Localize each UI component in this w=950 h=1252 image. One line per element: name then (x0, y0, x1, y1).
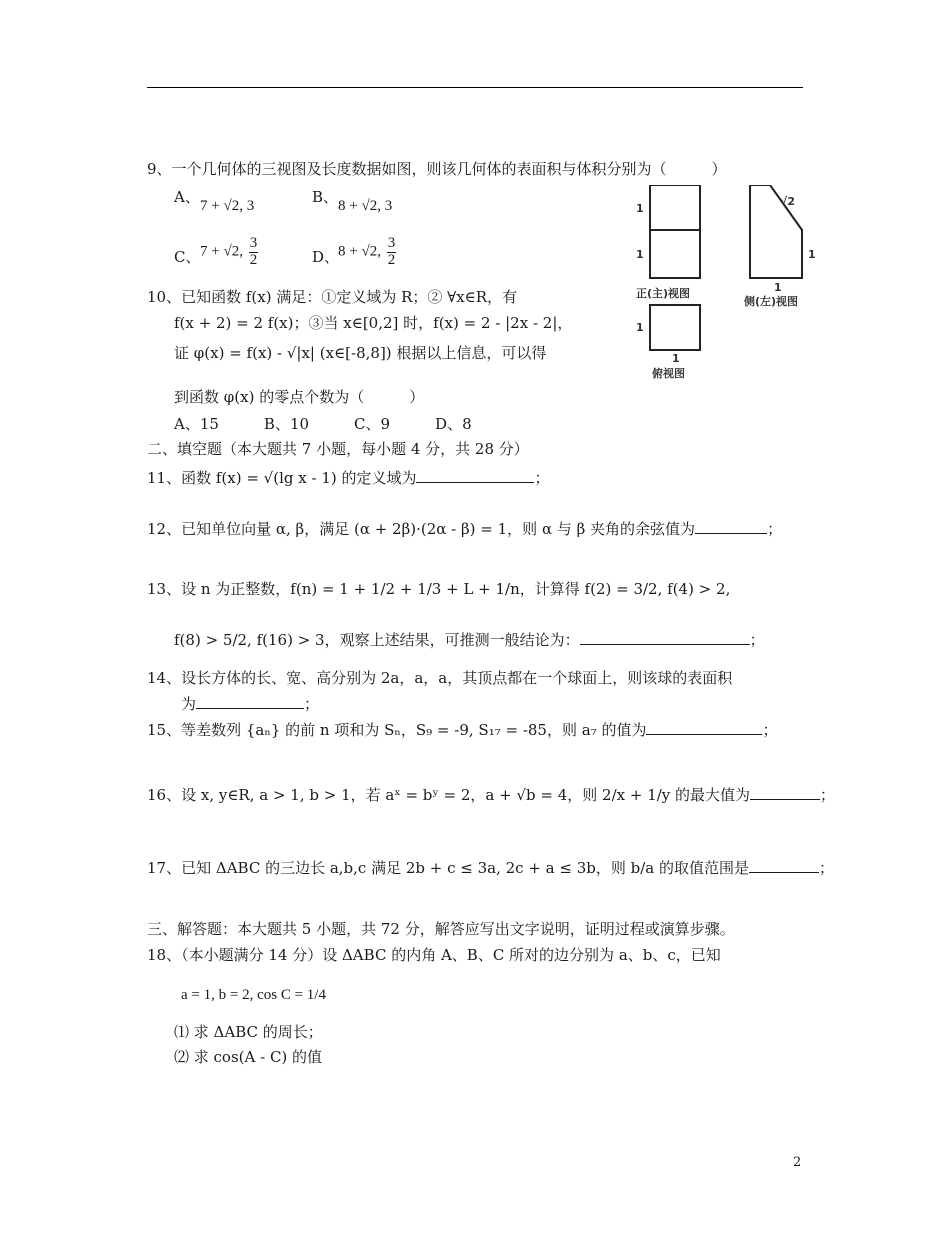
q9-option-c-label: C、 (174, 248, 201, 266)
side-view-dim-bottom: 1 (774, 281, 782, 294)
q14-end: ； (304, 695, 320, 713)
q14-line1: 14、设长方体的长、宽、高分别为 2a，a，a，其顶点都在一个球面上，则该球的表面积 (147, 669, 733, 687)
frac-den: 2 (387, 251, 396, 268)
header-rule (147, 87, 803, 88)
q16-end: ； (820, 786, 836, 804)
side-view-dim-sqrt2: √2 (780, 195, 795, 208)
q12-text: 12、已知单位向量 α, β，满足 (α + 2β)·(2α - β) = 1，则 α 与 β 夹角的余弦值为 (147, 520, 696, 538)
section3-heading: 三、解答题：本大题共 5 小题，共 72 分，解答应写出文字说明，证明过程或演算步骤。 (147, 920, 735, 938)
q12 (147, 518, 782, 539)
q17 (147, 857, 834, 878)
q16-answer-blank[interactable] (750, 785, 820, 800)
q9-option-b-label: B、 (312, 188, 339, 206)
q9-option-c-fraction (249, 236, 259, 269)
q14-line2 (181, 693, 319, 714)
q15 (147, 719, 778, 740)
page-number: 2 (793, 1155, 802, 1170)
q13-line2 (174, 629, 765, 650)
front-view-dim-bottom: 1 (636, 248, 644, 261)
q11-text: 11、函数 f(x) = √(lg x - 1) 的定义域为 (147, 469, 417, 487)
q9-stem: 9、一个几何体的三视图及长度数据如图，则该几何体的表面积与体积分别为（ ） (147, 160, 727, 178)
q15-text: 15、等差数列 {aₙ} 的前 n 项和为 Sₙ，S₉ = -9, S₁₇ = -85，则 a₇ 的值为 (147, 721, 647, 739)
q9-option-c (200, 236, 260, 269)
q9-option-d-label: D、 (312, 248, 340, 266)
q11-end: ； (534, 469, 550, 487)
q13-line1: 13、设 n 为正整数，f(n) = 1 + 1/2 + 1/3 + L + 1/n，计算得 f(2) = 3/2, f(4) > 2, (147, 580, 731, 598)
side-view-dim-right: 1 (808, 248, 816, 261)
q10-options: A、15 B、10 C、9 D、8 (174, 415, 472, 433)
q10-line2: f(x + 2) = 2 f(x)；③当 x∈[0,2] 时，f(x) = 2 - |2x - 2|， (174, 314, 573, 332)
front-view-dim-top: 1 (636, 202, 644, 215)
q9-option-a: 7 + √2, 3 (200, 198, 255, 214)
q11-answer-blank[interactable] (416, 468, 534, 483)
q17-text: 17、已知 ΔABC 的三边长 a,b,c 满足 2b + c ≤ 3a, 2c + a ≤ 3b，则 b/a 的取值范围是 (147, 859, 750, 877)
q13-line2-text: f(8) > 5/2, f(16) > 3，观察上述结果，可推测一般结论为： (174, 631, 580, 649)
frac-num: 3 (249, 235, 258, 251)
section2-heading: 二、填空题（本大题共 7 小题，每小题 4 分，共 28 分） (147, 440, 529, 458)
top-view-label: 俯视图 (652, 367, 685, 380)
q12-end: ； (767, 520, 783, 538)
q9-option-c-expr: 7 + √2, (200, 243, 243, 260)
q9-option-d (338, 236, 398, 269)
q15-end: ； (762, 721, 778, 739)
top-view-square (650, 305, 700, 350)
front-view-bottom-square (650, 230, 700, 278)
q17-end: ； (819, 859, 835, 877)
q9-option-b: 8 + √2, 3 (338, 198, 393, 214)
frac-num: 3 (387, 235, 396, 251)
q15-answer-blank[interactable] (646, 720, 762, 735)
q10-line3: 证 φ(x) = f(x) - √|x| (x∈[-8,8]) 根据以上信息，可以得 (174, 344, 547, 362)
q9-option-a-label: A、 (174, 188, 200, 206)
side-view-label: 侧(左)视图 (744, 295, 799, 308)
front-view-label: 正(主)视图 (636, 287, 691, 300)
q13-answer-blank[interactable] (580, 630, 750, 645)
q17-answer-blank[interactable] (749, 858, 819, 873)
q16 (147, 784, 835, 805)
q18-part1: ⑴ 求 ΔABC 的周长； (174, 1023, 323, 1041)
front-view-top-square (650, 185, 700, 230)
q10-line4: 到函数 φ(x) 的零点个数为（ ） (174, 388, 425, 406)
q16-text: 16、设 x, y∈R, a > 1, b > 1，若 aˣ = bʸ = 2，a + √b = 4，则 2/x + 1/y 的最大值为 (147, 786, 751, 804)
q14-line2-text: 为 (181, 695, 197, 713)
q9-option-d-fraction (387, 236, 397, 269)
q18-given: a = 1, b = 2, cos C = 1/4 (181, 987, 326, 1003)
q13-end: ； (749, 631, 765, 649)
top-view-dim-bottom: 1 (672, 352, 680, 365)
q11 (147, 467, 550, 488)
top-view-dim-left: 1 (636, 321, 644, 334)
q12-answer-blank[interactable] (695, 519, 767, 534)
q18-line1: 18、（本小题满分 14 分）设 ΔABC 的内角 A、B、C 所对的边分别为 a、b、c，已知 (147, 946, 721, 964)
frac-den: 2 (249, 251, 258, 268)
three-view-figure (630, 185, 820, 385)
q14-answer-blank[interactable] (196, 694, 304, 709)
q18-part2: ⑵ 求 cos(A - C) 的值 (174, 1048, 323, 1066)
q10-line1: 10、已知函数 f(x) 满足：①定义域为 R；② ∀x∈R，有 (147, 288, 518, 306)
q9-option-d-expr: 8 + √2, (338, 243, 381, 260)
